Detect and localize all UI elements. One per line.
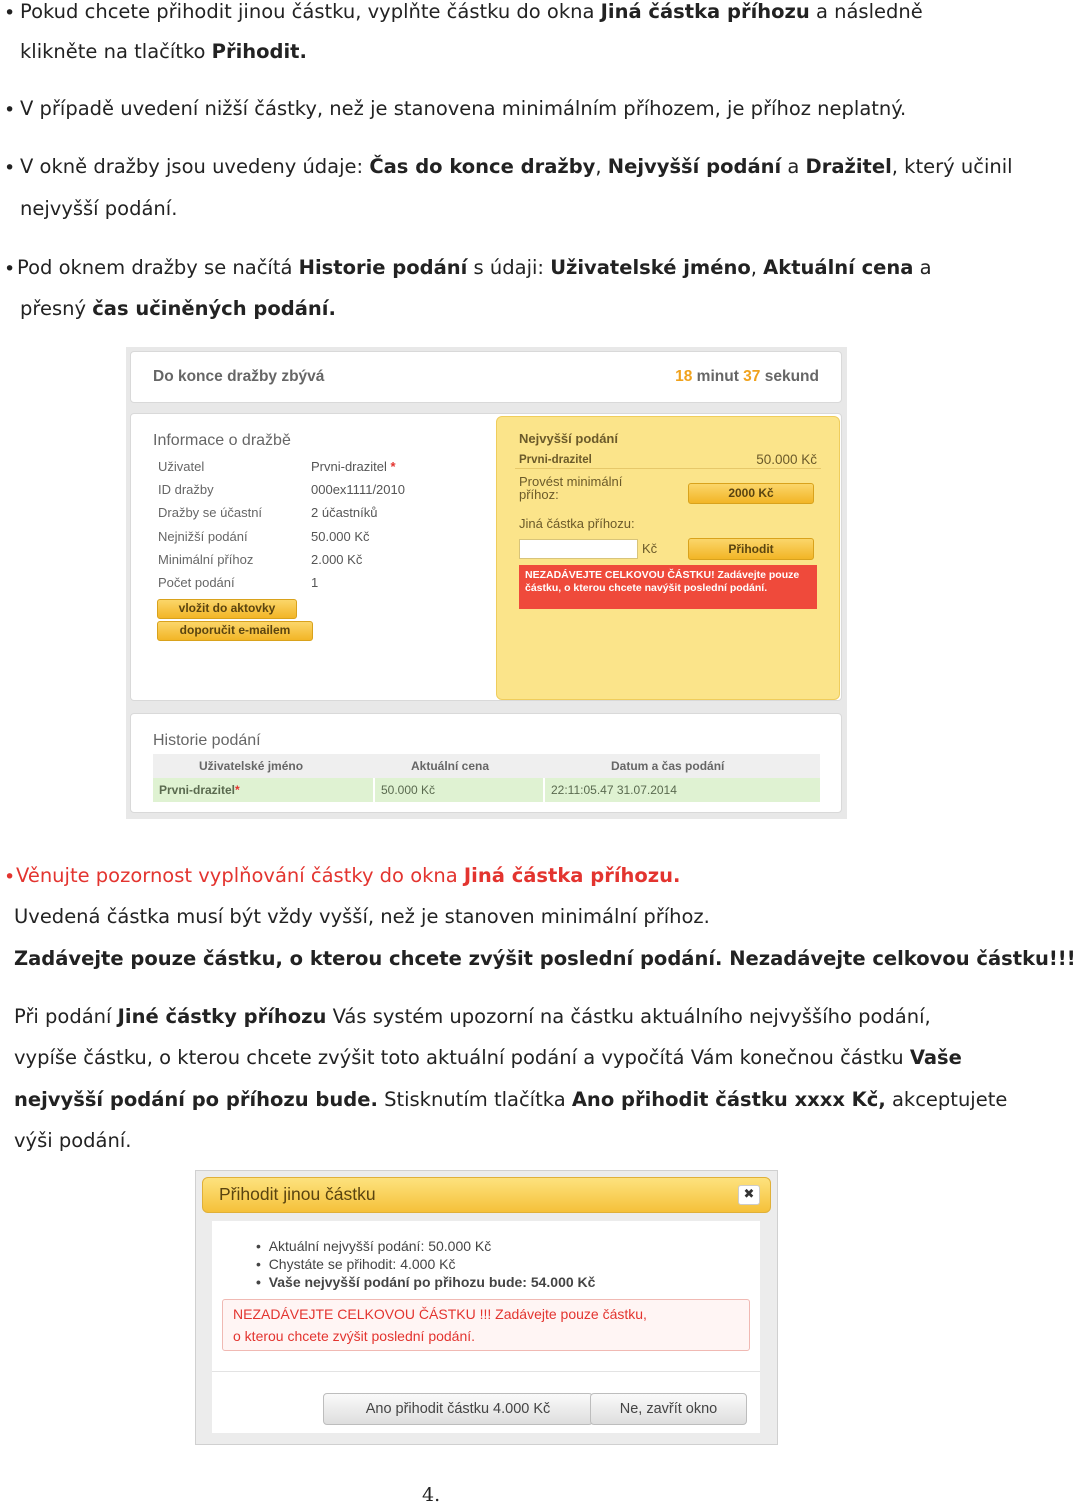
- top-bid-value: 50.000 Kč: [756, 452, 817, 467]
- info-value: 2 účastníků: [311, 505, 378, 520]
- history-header: Uživatelské jméno: [199, 759, 304, 773]
- top-bidder: Prvni-drazitel: [519, 454, 592, 466]
- divider: [515, 468, 821, 469]
- modal-summary: [256, 1237, 595, 1291]
- close-icon[interactable]: ✖: [738, 1185, 760, 1205]
- bullet-1-line-2: klikněte na tlačítko Přihodit.: [20, 40, 307, 63]
- close-window-button[interactable]: Ne, zavřít okno: [590, 1393, 747, 1425]
- auction-info-panel: [130, 413, 842, 701]
- min-bid-label: Provést minimální příhoz:: [519, 474, 623, 502]
- modal-header: [202, 1177, 771, 1213]
- bullet-4-line-2: přesný čas učiněných podání.: [20, 297, 336, 320]
- info-value: Prvni-drazitel *: [311, 459, 396, 474]
- bullet-marker: •: [4, 99, 16, 121]
- history-header: Datum a čas podání: [611, 759, 725, 773]
- info-label: Dražby se účastní: [158, 505, 263, 520]
- min-bid-button[interactable]: 2000 Kč: [688, 483, 814, 504]
- bullet-2: V případě uvedení nižší částky, než je stanovena minimálním příhozem, je příhoz neplatný.: [20, 97, 907, 120]
- top-bid-title: Nejvyšší podání: [519, 431, 618, 446]
- user-star-icon: *: [235, 783, 240, 797]
- bullet-3-line-1: V okně dražby jsou uvedeny údaje: Čas do konce dražby, Nejvyšší podání a Dražitel, který učinil: [20, 155, 1013, 178]
- recommend-email-button[interactable]: doporučit e-mailem: [157, 621, 313, 641]
- history-header: Aktuální cena: [411, 759, 490, 773]
- paragraph-line-3: nejvyšší podání po příhozu bude. Stisknutím tlačítka Ano přihodit částku xxxx Kč, akceptujete: [14, 1088, 1008, 1111]
- history-datetime: 22:11:05.47 31.07.2014: [551, 783, 677, 797]
- list-item: • Aktuální nejvyšší podání: 50.000 Kč: [256, 1238, 492, 1254]
- info-label: Uživatel: [158, 459, 205, 474]
- modal-warning: NEZADÁVEJTE CELKOVOU ČÁSTKU !!! Zadávejte pouze částku, o kterou chcete zvýšit poslední podání.: [222, 1299, 750, 1351]
- history-row: [153, 778, 820, 802]
- bid-button[interactable]: Přihodit: [688, 538, 814, 560]
- attention-note: Věnujte pozornost vyplňování částky do okna Jiná částka příhozu.: [16, 864, 681, 887]
- cell-divider: [373, 778, 375, 802]
- bid-modal-screenshot: [195, 1170, 778, 1445]
- history-user: Prvni-drazitel*: [159, 783, 240, 797]
- info-value: 1: [311, 575, 319, 590]
- add-to-watchlist-button[interactable]: vložit do aktovky: [157, 599, 297, 619]
- bullet-4-line-1: Pod oknem dražby se načítá Historie podání s údaji: Uživatelské jméno, Aktuální cena a: [17, 256, 932, 279]
- confirm-bid-button[interactable]: Ano přihodit částku 4.000 Kč: [323, 1393, 593, 1425]
- bullet-marker: •: [4, 866, 16, 888]
- currency-label: Kč: [642, 541, 658, 556]
- history-panel: [130, 713, 842, 813]
- info-value: 2.000 Kč: [311, 552, 363, 567]
- bullet-marker: •: [4, 157, 16, 179]
- note-line: Uvedená částka musí být vždy vyšší, než je stanoven minimální příhoz.: [14, 905, 710, 928]
- paragraph-line-2: vypíše částku, o kterou chcete zvýšit toto aktuální podání a vypočítá Vám konečnou částku Vaše: [14, 1046, 962, 1069]
- auction-screenshot: [126, 347, 847, 819]
- cell-divider: [543, 778, 545, 802]
- countdown-bar: [130, 351, 842, 403]
- other-amount-input[interactable]: [519, 539, 638, 559]
- history-header-row: [153, 754, 820, 778]
- info-value: 000ex1111/2010: [311, 482, 405, 497]
- info-title: Informace o dražbě: [153, 432, 291, 449]
- info-label: Počet podání: [158, 575, 235, 590]
- countdown-label: Do konce dražby zbývá: [153, 368, 325, 385]
- bullet-marker: •: [4, 258, 16, 280]
- history-price: 50.000 Kč: [381, 783, 436, 797]
- info-label: ID dražby: [158, 482, 214, 497]
- history-title: Historie podání: [153, 732, 261, 749]
- note-line-bold: Zadávejte pouze částku, o kterou chcete zvýšit poslední podání. Nezadávejte celkovou částku!!!: [14, 947, 1076, 970]
- bid-panel: [496, 416, 840, 700]
- paragraph-line-4: výši podání.: [14, 1129, 132, 1152]
- modal-title: Přihodit jinou částku: [219, 1184, 376, 1204]
- divider: [212, 1371, 760, 1372]
- modal-body: [212, 1221, 760, 1433]
- paragraph-line-1: Při podání Jiné částky příhozu Vás systém upozorní na částku aktuálního nejvyššího podání,: [14, 1005, 931, 1028]
- info-label: Nejnižší podání: [158, 529, 248, 544]
- info-value: 50.000 Kč: [311, 529, 370, 544]
- bullet-marker: •: [4, 2, 16, 24]
- bullet-1-line-1: Pokud chcete přihodit jinou částku, vyplňte částku do okna Jiná částka příhozu a následně: [20, 0, 923, 23]
- other-amount-label: Jiná částka příhozu:: [519, 516, 635, 531]
- user-star-icon: *: [390, 459, 396, 474]
- bullet-3-line-2: nejvyšší podání.: [20, 197, 178, 220]
- warning-box: NEZADÁVEJTE CELKOVOU ČÁSTKU! Zadávejte pouze částku, o kterou chcete navýšit poslední podání.: [519, 565, 817, 609]
- page-number: 4.: [422, 1484, 441, 1506]
- list-item: • Chystáte se přihodit: 4.000 Kč: [256, 1256, 456, 1272]
- list-item: • Vaše nejvyšší podání po přihozu bude: 54.000 Kč: [256, 1274, 596, 1290]
- info-label: Minimální příhoz: [158, 552, 254, 567]
- countdown-value: 18 minut 37 sekund: [675, 368, 819, 385]
